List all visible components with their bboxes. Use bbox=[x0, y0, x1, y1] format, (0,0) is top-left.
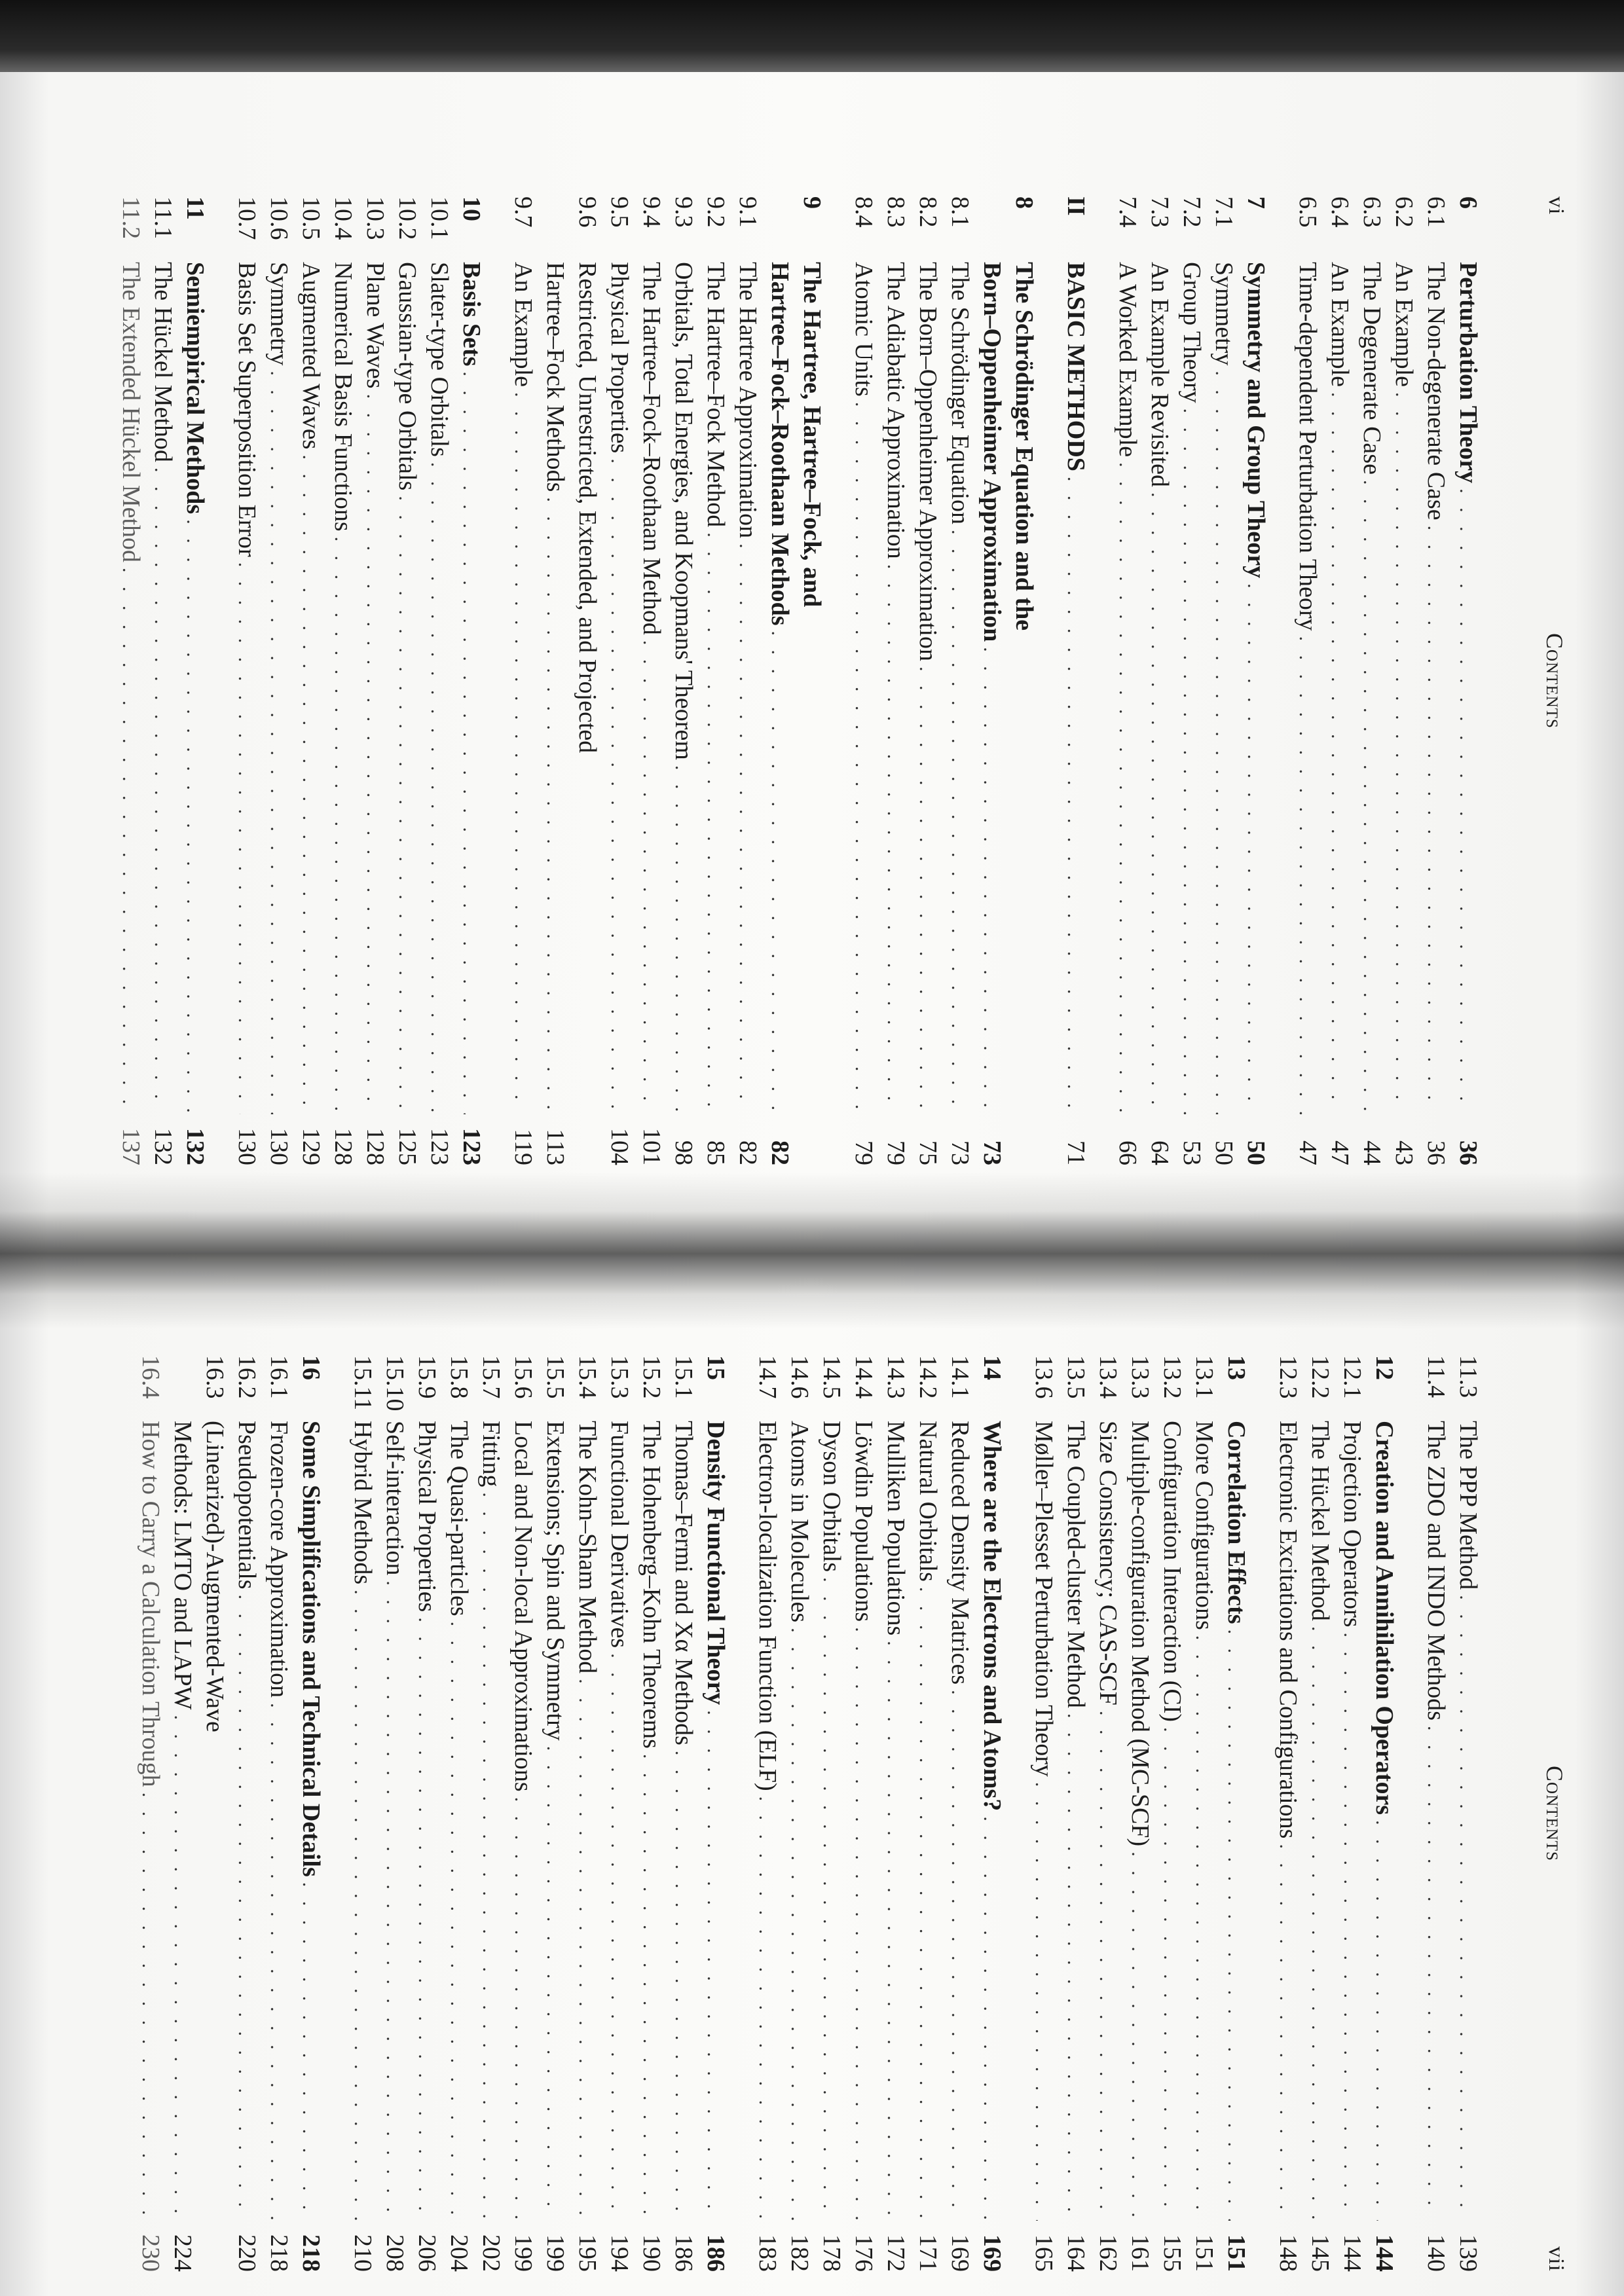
section-entry[interactable]: 15.8 The Quasi-particles . . . 204 bbox=[442, 1355, 474, 2272]
section-entry[interactable]: 10.6 Symmetry . . . 130 bbox=[262, 196, 294, 1165]
section-entry[interactable]: 6.2 An Example . . . 43 bbox=[1387, 196, 1419, 1165]
toc-chapter-12 bbox=[1271, 1355, 1399, 2272]
section-entry[interactable]: 10.5 Augmented Waves . . . 129 bbox=[294, 196, 326, 1165]
section-entry[interactable]: 8.4 Atomic Units . . . 79 bbox=[847, 196, 879, 1165]
chapter-entry[interactable]: 16 Some Simplifications and Technical Details . . . 218 bbox=[294, 1355, 326, 2272]
section-entry[interactable]: 16.4 How to Carry a Calculation Through . . . 230 bbox=[134, 1355, 166, 2272]
section-entry[interactable]: 14.7 Electron-localization Function (ELF) . . . 183 bbox=[750, 1355, 783, 2272]
toc-list bbox=[114, 196, 1483, 1165]
page-vii bbox=[128, 1355, 1568, 2272]
section-entry[interactable]: 14.5 Dyson Orbitals . . . 178 bbox=[815, 1355, 847, 2272]
section-entry[interactable]: 14.2 Natural Orbitals . . . 171 bbox=[911, 1355, 943, 2272]
section-entry[interactable]: 10.2 Gaussian-type Orbitals . . . 125 bbox=[390, 196, 422, 1165]
section-entry[interactable]: 6.1 The Non-degenerate Case . . . 36 bbox=[1419, 196, 1451, 1165]
section-entry[interactable]: 10.3 Plane Waves . . . 128 bbox=[358, 196, 390, 1165]
toc-chapter-8 bbox=[847, 196, 1039, 1165]
chapter-entry-line2[interactable]: Hartree–Fock–Roothaan Methods . . . 82 bbox=[763, 196, 795, 1165]
section-entry[interactable]: 15.11 Hybrid Methods . . . 210 bbox=[346, 1355, 378, 2272]
section-entry[interactable]: 9.4 The Hartree–Fock–Roothaan Method . . . 101 bbox=[635, 196, 667, 1165]
toc-chapter-11 bbox=[114, 196, 210, 1165]
page-number: vii bbox=[1544, 2246, 1568, 2272]
section-entry[interactable]: 12.3 Electronic Excitations and Configurations . . . 148 bbox=[1271, 1355, 1303, 2272]
toc-chapter-7 bbox=[1111, 196, 1271, 1165]
section-entry[interactable]: 15.7 Fitting . . . 202 bbox=[474, 1355, 506, 2272]
section-entry[interactable]: 13.5 The Coupled-cluster Method . . . 164 bbox=[1059, 1355, 1091, 2272]
section-entry[interactable]: 15.3 Functional Derivatives . . . 194 bbox=[602, 1355, 635, 2272]
toc-chapter-10 bbox=[230, 196, 487, 1165]
chapter-entry[interactable]: 12 Creation and Annihilation Operators . . . 144 bbox=[1367, 1355, 1399, 2272]
chapter-entry[interactable]: 15 Density Functional Theory . . . 186 bbox=[699, 1355, 731, 2272]
toc-chapter-11-continued bbox=[1419, 1355, 1483, 2272]
section-entry[interactable]: 7.1 Symmetry . . . 50 bbox=[1207, 196, 1239, 1165]
page-number: vi bbox=[1544, 196, 1568, 215]
chapter-entry[interactable]: 6 Perturbation Theory . . . 36 bbox=[1451, 196, 1483, 1165]
page-vi bbox=[117, 196, 1568, 1165]
section-entry[interactable]: 11.1 The Hückel Method . . . 132 bbox=[146, 196, 178, 1165]
toc-chapter-6 bbox=[1291, 196, 1483, 1165]
section-entry[interactable]: 9.2 The Hartree–Fock Method . . . 85 bbox=[699, 196, 731, 1165]
toc-chapter-16 bbox=[134, 1355, 326, 2272]
section-entry[interactable]: 15.10 Self-interaction . . . 208 bbox=[378, 1355, 410, 2272]
toc-chapter-15 bbox=[346, 1355, 731, 2272]
section-entry[interactable]: 15.9 Physical Properties . . . 206 bbox=[410, 1355, 442, 2272]
section-entry[interactable]: 14.6 Atoms in Molecules . . . 182 bbox=[783, 1355, 815, 2272]
section-entry[interactable]: 11.3 The PPP Method . . . 139 bbox=[1451, 1355, 1483, 2272]
section-entry[interactable]: 16.2 Pseudopotentials . . . 220 bbox=[230, 1355, 262, 2272]
section-entry[interactable]: 13.2 Configuration Interaction (CI) . . . 155 bbox=[1155, 1355, 1187, 2272]
part-entry[interactable]: II BASIC METHODS . . . 71 bbox=[1059, 196, 1091, 1165]
toc-list bbox=[134, 1355, 1483, 2272]
chapter-entry[interactable]: 8 The Schrödinger Equation and the bbox=[1010, 196, 1038, 631]
section-entry[interactable]: 6.3 The Degenerate Case . . . 44 bbox=[1355, 196, 1387, 1165]
section-entry[interactable]: 13.4 Size Consistency; CAS-SCF . . . 162 bbox=[1091, 1355, 1123, 2272]
section-entry[interactable]: 9.3 Orbitals, Total Energies, and Koopmans' Theorem . . . 98 bbox=[667, 196, 699, 1165]
section-entry[interactable]: 15.4 The Kohn–Sham Method . . . 195 bbox=[570, 1355, 602, 2272]
section-entry[interactable]: 11.2 The Extended Hückel Method . . . 137 bbox=[114, 196, 146, 1165]
section-entry[interactable]: 10.7 Basis Set Superposition Error . . . 130 bbox=[230, 196, 262, 1165]
section-entry[interactable]: 14.3 Mulliken Populations . . . 172 bbox=[879, 1355, 911, 2272]
section-entry[interactable]: 13.1 More Configurations . . . 151 bbox=[1187, 1355, 1219, 2272]
chapter-entry[interactable]: 11 Semiempirical Methods . . . 132 bbox=[178, 196, 210, 1165]
section-entry[interactable]: 9.7 An Example . . . 119 bbox=[506, 196, 538, 1165]
section-entry[interactable]: 13.3 Multiple-configuration Method (MC-SCF) . . . 161 bbox=[1123, 1355, 1155, 2272]
section-entry[interactable]: 9.5 Physical Properties . . . 104 bbox=[602, 196, 635, 1165]
running-title: Contents bbox=[1541, 633, 1568, 729]
chapter-entry[interactable]: 14 Where are the Electrons and Atoms? . . . 169 bbox=[975, 1355, 1007, 2272]
section-entry-line2[interactable]: Hartree–Fock Methods . . . 113 bbox=[538, 196, 570, 1165]
section-entry[interactable]: 13.6 Møller–Plesset Perturbation Theory . . . 165 bbox=[1027, 1355, 1059, 2272]
section-entry[interactable]: 11.4 The ZDO and INDO Methods . . . 140 bbox=[1419, 1355, 1451, 2272]
toc-chapter-14 bbox=[750, 1355, 1007, 2272]
section-entry[interactable]: 15.1 Thomas–Fermi and Xα Methods . . . 186 bbox=[667, 1355, 699, 2272]
book-gutter-shadow bbox=[0, 1172, 1624, 1329]
section-entry[interactable]: 10.1 Slater-type Orbitals . . . 123 bbox=[422, 196, 454, 1165]
section-entry[interactable]: 14.1 Reduced Density Matrices . . . 169 bbox=[943, 1355, 975, 2272]
section-entry[interactable]: 16.1 Frozen-core Approximation . . . 218 bbox=[262, 1355, 294, 2272]
toc-chapter-13 bbox=[1027, 1355, 1251, 2272]
section-entry[interactable]: 8.2 The Born–Oppenheimer Approximation . . . 75 bbox=[911, 196, 943, 1165]
running-head bbox=[1529, 1355, 1568, 2272]
section-entry[interactable]: 15.6 Local and Non-local Approximations . . . 199 bbox=[506, 1355, 538, 2272]
section-entry[interactable]: 7.4 A Worked Example . . . 66 bbox=[1111, 196, 1143, 1165]
section-entry[interactable]: 12.2 The Hückel Method . . . 145 bbox=[1303, 1355, 1335, 2272]
running-title: Contents bbox=[1541, 1766, 1568, 1861]
section-entry[interactable]: 8.3 The Adiabatic Approximation . . . 79 bbox=[879, 196, 911, 1165]
section-entry[interactable]: 16.3 (Linearized)-Augmented-Wave bbox=[201, 1355, 229, 1732]
section-entry[interactable]: 9.6 Restricted, Unrestricted, Extended, and Projected bbox=[574, 196, 601, 754]
section-entry[interactable]: 10.4 Numerical Basis Functions . . . 128 bbox=[326, 196, 358, 1165]
section-entry[interactable]: 15.2 The Hohenberg–Kohn Theorems . . . 190 bbox=[635, 1355, 667, 2272]
chapter-entry[interactable]: 7 Symmetry and Group Theory . . . 50 bbox=[1239, 196, 1271, 1165]
toc-chapter-9 bbox=[506, 196, 827, 1165]
section-entry[interactable]: 7.2 Group Theory . . . 53 bbox=[1175, 196, 1207, 1165]
chapter-entry[interactable]: 13 Correlation Effects . . . 151 bbox=[1219, 1355, 1251, 2272]
chapter-entry[interactable]: 10 Basis Sets . . . 123 bbox=[454, 196, 487, 1165]
section-entry-line2[interactable]: Methods: LMTO and LAPW . . . 224 bbox=[166, 1355, 198, 2272]
section-entry[interactable]: 8.1 The Schrödinger Equation . . . 73 bbox=[943, 196, 975, 1165]
section-entry[interactable]: 9.1 The Hartree Approximation . . . 82 bbox=[731, 196, 763, 1165]
chapter-entry[interactable]: 9 The Hartree, Hartree–Fock, and bbox=[798, 196, 826, 608]
section-entry[interactable]: 12.1 Projection Operators . . . 144 bbox=[1335, 1355, 1367, 2272]
section-entry[interactable]: 14.4 Löwdin Populations . . . 176 bbox=[847, 1355, 879, 2272]
section-entry[interactable]: 15.5 Extensions; Spin and Symmetry . . . 199 bbox=[538, 1355, 570, 2272]
running-head bbox=[1529, 196, 1568, 1165]
section-entry[interactable]: 6.4 An Example . . . 47 bbox=[1323, 196, 1355, 1165]
section-entry[interactable]: 7.3 An Example Revisited . . . 64 bbox=[1143, 196, 1175, 1165]
chapter-entry-line2[interactable]: Born–Oppenheimer Approximation . . . 73 bbox=[975, 196, 1007, 1165]
section-entry[interactable]: 6.5 Time-dependent Perturbation Theory . . . 47 bbox=[1291, 196, 1323, 1165]
